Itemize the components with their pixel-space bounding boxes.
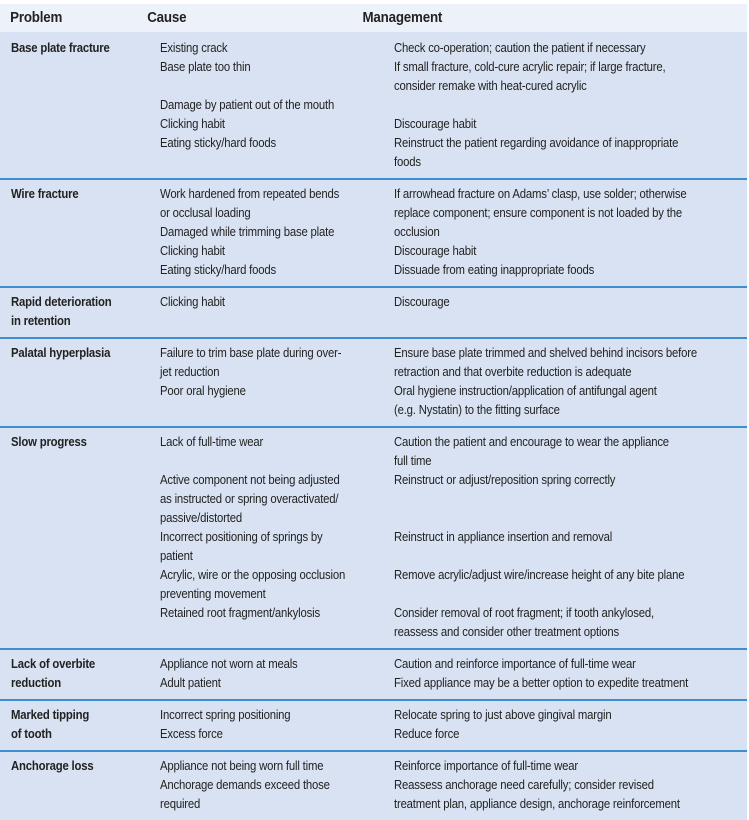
problem-text: Slow progress	[11, 435, 87, 449]
cause-text: Incorrect positioning of springs by	[160, 530, 323, 544]
cause-cell	[160, 757, 394, 814]
problem-line	[11, 312, 160, 331]
cause-line	[160, 382, 394, 401]
management-line	[394, 39, 741, 58]
problem-cell	[0, 757, 160, 814]
cause-line	[160, 185, 394, 204]
table-row	[0, 648, 747, 699]
cause-text: preventing movement	[160, 587, 266, 601]
cause-line	[160, 566, 394, 585]
problem-cell	[0, 185, 160, 280]
management-cell	[394, 706, 747, 744]
cause-text: Active component not being adjusted	[160, 473, 340, 487]
management-cell	[394, 39, 747, 172]
cause-line	[160, 39, 394, 58]
cause-line	[160, 433, 394, 452]
management-text: Reinstruct the patient regarding avoidance of inappropriate	[394, 136, 679, 150]
cause-line	[160, 58, 394, 77]
cause-cell	[160, 433, 394, 642]
header-problem: Problem	[10, 10, 63, 26]
table-header	[0, 4, 747, 32]
management-text: Discourage habit	[394, 244, 477, 258]
management-line	[394, 509, 741, 528]
table-row	[0, 337, 747, 426]
management-cell	[394, 344, 747, 420]
management-line	[394, 58, 741, 77]
management-line	[394, 566, 741, 585]
management-cell	[394, 185, 747, 280]
cause-text: Incorrect spring positioning	[160, 708, 291, 722]
management-text: replace component; ensure component is not loaded by the	[394, 206, 682, 220]
management-cell	[394, 433, 747, 642]
cause-line	[160, 261, 394, 280]
problem-cell	[0, 293, 160, 331]
cause-text: jet reduction	[160, 365, 220, 379]
management-line	[394, 185, 741, 204]
problem-line	[11, 433, 160, 452]
cause-line	[160, 452, 394, 471]
cause-text: patient	[160, 549, 193, 563]
management-line	[394, 604, 741, 623]
cause-text: passive/distorted	[160, 511, 242, 525]
cause-line	[160, 623, 394, 642]
management-text: Dissuade from eating inappropriate foods	[394, 263, 595, 277]
table-row	[0, 426, 747, 648]
management-line	[394, 452, 741, 471]
problem-line	[11, 725, 160, 744]
cause-text: Eating sticky/hard foods	[160, 136, 277, 150]
management-text: (e.g. Nystatin) to the fitting surface	[394, 403, 560, 417]
management-line	[394, 585, 741, 604]
cause-text: Acrylic, wire or the opposing occlusion	[160, 568, 346, 582]
problem-text: Anchorage loss	[11, 759, 94, 773]
cause-cell	[160, 293, 394, 331]
cause-line	[160, 757, 394, 776]
problem-line	[11, 344, 160, 363]
cause-cell	[160, 655, 394, 693]
cause-text: Appliance not being worn full time	[160, 759, 324, 773]
cause-line	[160, 585, 394, 604]
problem-text: Rapid deterioration	[11, 295, 112, 309]
cause-line	[160, 795, 394, 814]
management-text: Consider removal of root fragment; if tooth ankylosed,	[394, 606, 654, 620]
management-line	[394, 528, 741, 547]
cause-text: Excess force	[160, 727, 223, 741]
problem-text: Wire fracture	[11, 187, 79, 201]
cause-line	[160, 77, 394, 96]
table-row	[0, 286, 747, 337]
problem-text: in retention	[11, 314, 71, 328]
cause-text: Damaged while trimming base plate	[160, 225, 335, 239]
management-text: Caution and reinforce importance of full-time wear	[394, 657, 636, 671]
cause-text: Adult patient	[160, 676, 221, 690]
table-row	[0, 32, 747, 178]
cause-text: Clicking habit	[160, 117, 225, 131]
problem-text: Palatal hyperplasia	[11, 346, 111, 360]
cause-line	[160, 655, 394, 674]
cause-text: Lack of full-time wear	[160, 435, 264, 449]
cause-line	[160, 776, 394, 795]
management-cell	[394, 655, 747, 693]
cause-line	[160, 115, 394, 134]
management-line	[394, 623, 741, 642]
management-text: foods	[394, 155, 421, 169]
cause-line	[160, 363, 394, 382]
management-line	[394, 293, 741, 312]
cause-line	[160, 293, 394, 312]
management-text: Discourage	[394, 295, 450, 309]
cause-text: Base plate too thin	[160, 60, 251, 74]
management-text: If small fracture, cold-cure acrylic repair; if large fracture,	[394, 60, 666, 74]
management-text: Reinstruct or adjust/reposition spring correctly	[394, 473, 616, 487]
cause-line	[160, 490, 394, 509]
cause-line	[160, 153, 394, 172]
problem-text: of tooth	[11, 727, 52, 741]
table-body	[0, 32, 747, 820]
management-line	[394, 261, 741, 280]
problem-text: Lack of overbite	[11, 657, 96, 671]
management-cell	[394, 293, 747, 331]
management-text: Ensure base plate trimmed and shelved behind incisors before	[394, 346, 697, 360]
cause-line	[160, 223, 394, 242]
management-line	[394, 674, 741, 693]
management-line	[394, 204, 741, 223]
problem-cell	[0, 706, 160, 744]
management-line	[394, 134, 741, 153]
problem-cell	[0, 433, 160, 642]
cause-line	[160, 134, 394, 153]
management-text: Reinforce importance of full-time wear	[394, 759, 579, 773]
management-line	[394, 382, 741, 401]
management-line	[394, 547, 741, 566]
cause-text: Appliance not worn at meals	[160, 657, 298, 671]
management-line	[394, 242, 741, 261]
cause-line	[160, 96, 394, 115]
cause-text: Retained root fragment/ankylosis	[160, 606, 320, 620]
problem-line	[11, 185, 160, 204]
problem-line	[11, 39, 160, 58]
management-text: retraction and that overbite reduction is adequate	[394, 365, 632, 379]
cause-text: Clicking habit	[160, 295, 225, 309]
management-line	[394, 401, 741, 420]
management-text: consider remake with heat-cured acrylic	[394, 79, 587, 93]
management-line	[394, 725, 741, 744]
management-text: Relocate spring to just above gingival margin	[394, 708, 612, 722]
management-text: reassess and consider other treatment options	[394, 625, 620, 639]
cause-cell	[160, 185, 394, 280]
management-line	[394, 655, 741, 674]
cause-text: Clicking habit	[160, 244, 225, 258]
problem-line	[11, 655, 160, 674]
management-cell	[394, 757, 747, 814]
cause-line	[160, 471, 394, 490]
cause-text: Existing crack	[160, 41, 228, 55]
management-text: If arrowhead fracture on Adams’ clasp, use solder; otherwise	[394, 187, 687, 201]
management-text: Remove acrylic/adjust wire/increase height of any bite plane	[394, 568, 685, 582]
management-text: Caution the patient and encourage to wear the appliance	[394, 435, 669, 449]
management-line	[394, 77, 741, 96]
management-text: Fixed appliance may be a better option to expedite treatment	[394, 676, 689, 690]
management-line	[394, 471, 741, 490]
management-text: Discourage habit	[394, 117, 477, 131]
appliance-problems-table	[0, 4, 747, 820]
header-management: Management	[362, 10, 443, 26]
cause-line	[160, 604, 394, 623]
management-line	[394, 706, 741, 725]
management-line	[394, 363, 741, 382]
cause-line	[160, 674, 394, 693]
cause-line	[160, 204, 394, 223]
problem-cell	[0, 39, 160, 172]
cause-line	[160, 344, 394, 363]
cause-cell	[160, 344, 394, 420]
cause-text: Poor oral hygiene	[160, 384, 246, 398]
management-line	[394, 96, 741, 115]
cause-cell	[160, 39, 394, 172]
management-line	[394, 344, 741, 363]
problem-line	[11, 757, 160, 776]
management-text: Check co-operation; caution the patient if necessary	[394, 41, 646, 55]
cause-text: Eating sticky/hard foods	[160, 263, 277, 277]
header-cause: Cause	[147, 10, 187, 26]
cause-line	[160, 528, 394, 547]
problem-text: Marked tipping	[11, 708, 90, 722]
management-text: Oral hygiene instruction/application of antifungal agent	[394, 384, 657, 398]
problem-cell	[0, 344, 160, 420]
cause-text: as instructed or spring overactivated/	[160, 492, 339, 506]
cause-text: Failure to trim base plate during over-	[160, 346, 342, 360]
problem-line	[11, 674, 160, 693]
problem-cell	[0, 655, 160, 693]
management-line	[394, 795, 741, 814]
management-line	[394, 490, 741, 509]
cause-text: Anchorage demands exceed those	[160, 778, 330, 792]
management-text: occlusion	[394, 225, 440, 239]
management-line	[394, 115, 741, 134]
cause-text: Damage by patient out of the mouth	[160, 98, 335, 112]
management-line	[394, 433, 741, 452]
table-row	[0, 699, 747, 750]
problem-line	[11, 293, 160, 312]
management-line	[394, 223, 741, 242]
problem-text: Base plate fracture	[11, 41, 110, 55]
management-text: Reinstruct in appliance insertion and removal	[394, 530, 613, 544]
cause-text: or occlusal loading	[160, 206, 251, 220]
table-row	[0, 750, 747, 820]
management-text: Reduce force	[394, 727, 460, 741]
cause-line	[160, 706, 394, 725]
management-text: full time	[394, 454, 432, 468]
cause-cell	[160, 706, 394, 744]
cause-text: required	[160, 797, 201, 811]
cause-line	[160, 547, 394, 566]
cause-text: Work hardened from repeated bends	[160, 187, 340, 201]
cause-line	[160, 509, 394, 528]
management-line	[394, 153, 741, 172]
cause-line	[160, 725, 394, 744]
problem-line	[11, 706, 160, 725]
table-row	[0, 178, 747, 286]
management-line	[394, 776, 741, 795]
management-line	[394, 757, 741, 776]
cause-line	[160, 242, 394, 261]
management-text: treatment plan, appliance design, anchorage reinforcement	[394, 797, 680, 811]
problem-text: reduction	[11, 676, 62, 690]
management-text: Reassess anchorage need carefully; consider revised	[394, 778, 654, 792]
